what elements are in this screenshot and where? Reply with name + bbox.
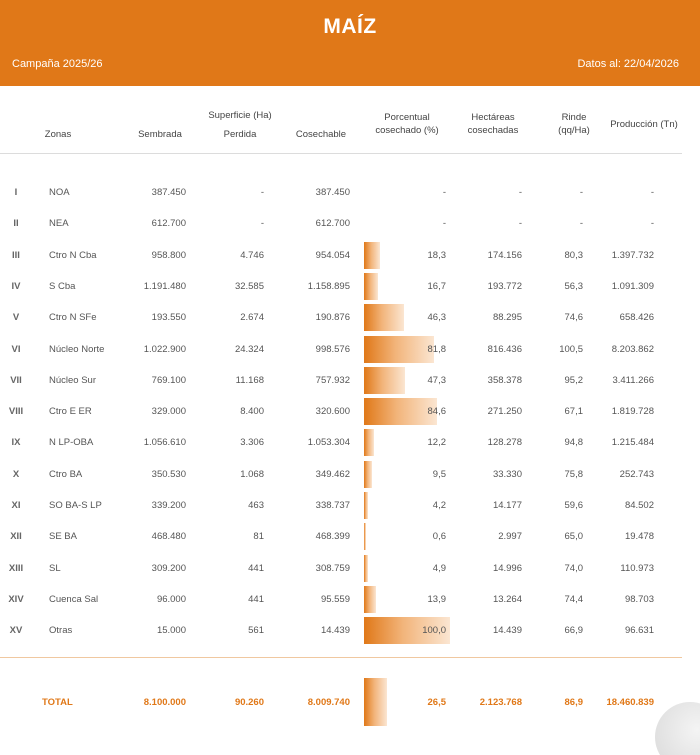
zone-name: N LP-OBA (49, 437, 94, 449)
cosechable-value: 954.054 (315, 249, 350, 261)
header-sembrada: Sembrada (138, 129, 182, 140)
zone-name: Núcleo Sur (49, 374, 96, 386)
zone-number: XV (9, 625, 23, 637)
pct-bar (364, 461, 372, 488)
zone-number: VI (11, 343, 21, 355)
pct-value: 9,5 (432, 468, 446, 480)
campaign-label: Campaña 2025/26 (12, 58, 103, 70)
table-row (0, 177, 700, 208)
rinde-value: 74,0 (564, 562, 583, 574)
sembrada-value: 309.200 (151, 562, 186, 574)
perdida-value: - (260, 218, 264, 230)
produccion-value: 1.397.732 (611, 249, 654, 261)
cosechable-value: 757.932 (315, 374, 350, 386)
zone-name: Ctro N Cba (49, 249, 97, 261)
cosechable-value: 338.737 (315, 500, 350, 511)
header-superficie: Superficie (Ha) (208, 110, 272, 121)
data-date-label: Datos al: 22/04/2026 (577, 58, 679, 70)
produccion-value: 1.215.484 (611, 437, 654, 449)
total-rinde: 86,9 (564, 697, 583, 708)
header-divider (0, 153, 682, 154)
zone-name: NEA (49, 218, 69, 230)
hectareas-value: 33.330 (492, 468, 522, 480)
zone-name: SE BA (49, 531, 77, 543)
zone-number: VII (10, 374, 22, 386)
produccion-value: 84.502 (624, 500, 654, 511)
rinde-value: 75,8 (564, 468, 583, 480)
rinde-value: 74,6 (564, 312, 583, 324)
table-row (0, 553, 700, 584)
perdida-value: 1.068 (240, 468, 264, 480)
produccion-value: 110.973 (620, 562, 654, 574)
produccion-value: - (650, 187, 654, 198)
table-row (0, 459, 700, 490)
header-hectareas-line2: cosechadas (467, 125, 519, 136)
rinde-value: 80,3 (564, 249, 583, 261)
total-cosechable: 8.009.740 (307, 697, 350, 708)
zone-name: SL (49, 562, 61, 574)
zone-name: S Cba (49, 280, 76, 292)
pct-bar (364, 523, 366, 550)
cosechable-value: 1.053.304 (307, 437, 350, 449)
cosechable-value: 387.450 (315, 187, 350, 198)
hectareas-value: 271.250 (487, 406, 522, 418)
header-cosechable: Cosechable (295, 129, 347, 140)
perdida-value: 441 (248, 593, 264, 605)
produccion-value: - (650, 218, 654, 230)
pct-bar (364, 492, 368, 519)
header-porcentual-line1: Porcentual (384, 112, 430, 123)
perdida-value: 24.324 (234, 343, 264, 355)
zone-name: Ctro N SFe (49, 312, 97, 324)
table-row (0, 490, 700, 521)
total-divider (0, 657, 682, 658)
table-row (0, 271, 700, 302)
sembrada-value: 1.056.610 (143, 437, 186, 449)
hectareas-value: - (518, 218, 522, 230)
total-sembrada: 8.100.000 (143, 697, 186, 708)
cosechable-value: 349.462 (315, 468, 350, 480)
cosechable-value: 190.876 (315, 312, 350, 324)
hectareas-value: 2.997 (498, 531, 522, 543)
pct-value: - (442, 187, 446, 198)
perdida-value: - (260, 187, 264, 198)
total-produccion: 18.460.839 (606, 697, 654, 708)
hectareas-value: 128.278 (487, 437, 522, 449)
pct-bar (364, 586, 376, 613)
rinde-value: 65,0 (564, 531, 583, 543)
produccion-value: 98.703 (624, 593, 654, 605)
produccion-value: 252.743 (619, 468, 654, 480)
sembrada-value: 612.700 (151, 218, 186, 230)
perdida-value: 8.400 (240, 406, 264, 418)
zone-number: XI (11, 500, 21, 511)
title-banner (0, 0, 700, 86)
pct-value: 100,0 (422, 625, 446, 637)
sembrada-value: 1.022.900 (143, 343, 186, 355)
rinde-value: - (579, 218, 583, 230)
pct-value: 46,3 (427, 312, 446, 324)
hectareas-value: 14.177 (492, 500, 522, 511)
header-rinde (546, 111, 602, 137)
hectareas-value: - (518, 187, 522, 198)
perdida-value: 3.306 (240, 437, 264, 449)
zone-number: III (12, 249, 20, 261)
table-row (0, 240, 700, 271)
zone-name: Cuenca Sal (49, 593, 99, 605)
perdida-value: 11.168 (235, 374, 264, 386)
pct-value: 0,6 (432, 531, 446, 543)
pct-value: 81,8 (427, 343, 446, 355)
table-row (0, 208, 700, 239)
sembrada-value: 96.000 (156, 593, 186, 605)
produccion-value: 1.091.309 (611, 280, 654, 292)
hectareas-value: 14.996 (492, 562, 522, 574)
produccion-value: 8.203.862 (611, 343, 654, 355)
zone-name: Ctro BA (49, 468, 83, 480)
zone-name: Núcleo Norte (49, 343, 105, 355)
header-produccion: Producción (Tn) (610, 119, 678, 130)
hectareas-value: 193.772 (487, 280, 522, 292)
cosechable-value: 308.759 (315, 562, 350, 574)
header-porcentual-line2: cosechado (%) (375, 125, 439, 136)
sembrada-value: 193.550 (151, 312, 186, 324)
header-porcentual (364, 111, 450, 137)
rinde-value: - (579, 187, 583, 198)
header-perdida: Perdida (223, 129, 257, 140)
pct-bar (364, 273, 378, 300)
zone-number: V (12, 312, 20, 324)
cosechable-value: 320.600 (315, 406, 350, 418)
hectareas-value: 14.439 (492, 625, 522, 637)
zone-number: XIII (8, 562, 24, 574)
zone-number: VIII (8, 406, 24, 418)
perdida-value: 441 (248, 562, 264, 574)
total-perdida: 90.260 (234, 697, 264, 708)
sembrada-value: 350.530 (151, 468, 186, 480)
rinde-value: 67,1 (564, 406, 583, 418)
pct-value: 18,3 (427, 249, 446, 261)
sembrada-value: 387.450 (151, 187, 186, 198)
sembrada-value: 769.100 (151, 374, 186, 386)
rinde-value: 56,3 (564, 280, 583, 292)
pct-bar (364, 555, 368, 582)
table-row (0, 427, 700, 458)
perdida-value: 32.585 (234, 280, 264, 292)
sembrada-value: 329.000 (151, 406, 186, 418)
rinde-value: 94,8 (564, 437, 583, 449)
table-row (0, 521, 700, 552)
header-zonas: Zonas (44, 129, 72, 140)
pct-value: 4,2 (432, 500, 446, 511)
cosechable-value: 468.399 (315, 531, 350, 543)
perdida-value: 463 (248, 500, 264, 511)
pct-value: 4,9 (432, 562, 446, 574)
produccion-value: 1.819.728 (611, 406, 654, 418)
zone-number: IV (11, 280, 21, 292)
hectareas-value: 174.156 (487, 249, 522, 261)
table-row (0, 615, 700, 646)
zone-name: Otras (49, 625, 73, 637)
header-hectareas (458, 111, 528, 137)
rinde-value: 95,2 (564, 374, 583, 386)
pct-value: - (442, 218, 446, 230)
cosechable-value: 95.559 (320, 593, 350, 605)
zone-name: SO BA-S LP (49, 500, 102, 511)
hectareas-value: 88.295 (492, 312, 522, 324)
zone-number: II (13, 218, 19, 230)
rinde-value: 66,9 (564, 625, 583, 637)
sembrada-value: 339.200 (151, 500, 186, 511)
zone-number: XIV (8, 593, 24, 605)
hectareas-value: 816.436 (487, 343, 522, 355)
perdida-value: 4.746 (240, 249, 264, 261)
header-hectareas-line1: Hectáreas (471, 112, 515, 123)
header-rinde-line2: (qq/Ha) (558, 125, 590, 136)
produccion-value: 96.631 (624, 625, 654, 637)
total-hectareas: 2.123.768 (479, 697, 522, 708)
pct-bar (364, 429, 374, 456)
sembrada-value: 15.000 (156, 625, 186, 637)
hectareas-value: 13.264 (492, 593, 522, 605)
header-rinde-line1: Rinde (561, 112, 587, 123)
cosechable-value: 612.700 (315, 218, 350, 230)
rinde-value: 59,6 (564, 500, 583, 511)
produccion-value: 658.426 (619, 312, 654, 324)
zone-number: X (12, 468, 20, 480)
pct-value: 12,2 (427, 437, 446, 449)
pct-value: 47,3 (427, 374, 446, 386)
pct-bar (364, 242, 380, 269)
pct-value: 84,6 (427, 406, 446, 418)
zone-name: Ctro E ER (49, 406, 92, 418)
table-row (0, 365, 700, 396)
cosechable-value: 1.158.895 (307, 280, 350, 292)
cosechable-value: 14.439 (320, 625, 350, 637)
pct-value: 13,9 (427, 593, 446, 605)
produccion-value: 3.411.266 (612, 374, 654, 386)
zone-name: NOA (49, 187, 70, 198)
total-label: TOTAL (42, 697, 73, 708)
table-row (0, 584, 700, 615)
table-row (0, 396, 700, 427)
pct-value: 16,7 (427, 280, 446, 292)
perdida-value: 2.674 (240, 312, 264, 324)
hectareas-value: 358.378 (487, 374, 522, 386)
table-row (0, 302, 700, 333)
perdida-value: 561 (248, 625, 264, 637)
total-pct: 26,5 (427, 697, 446, 708)
page-title: MAÍZ (323, 15, 377, 38)
zone-number: I (14, 187, 18, 198)
cosechable-value: 998.576 (315, 343, 350, 355)
sembrada-value: 958.800 (151, 249, 186, 261)
total-row (0, 687, 700, 718)
zone-number: XII (10, 531, 22, 543)
produccion-value: 19.478 (624, 531, 654, 543)
sembrada-value: 1.191.480 (143, 280, 186, 292)
sembrada-value: 468.480 (151, 531, 186, 543)
zone-number: IX (11, 437, 21, 449)
rinde-value: 100,5 (559, 343, 583, 355)
table-row (0, 334, 700, 365)
rinde-value: 74,4 (564, 593, 583, 605)
perdida-value: 81 (253, 531, 264, 543)
